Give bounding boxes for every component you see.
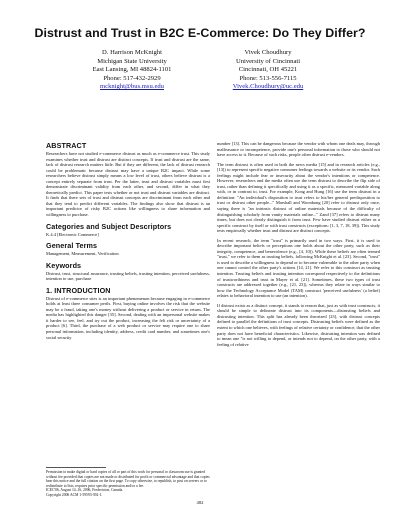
author-block-2 <box>203 49 333 92</box>
author-email-link[interactable]: Vivek.Choudhury@uc.edu <box>232 83 304 91</box>
general-terms-heading: General Terms <box>46 241 98 251</box>
author-name: D. Harrison McKnight <box>102 49 162 56</box>
conference-line: ICEC'06, August 14–16, 2006, Fredericton, Canada. <box>46 488 124 493</box>
copyright-line: Copyright 2006 ACM 1-59593-392-1. <box>46 492 103 497</box>
introduction-text: Distrust of e-commerce sites is an important phenomenon because engaging in e-commerce holds at least three consumer perils. First, buying online involves the risk that the website may be a fraud, taking one's money without delivering a product or service in return. The media has highlighted this danger [35]. Second, dealing with an impersonal website makes it harder to see, feel, and try out the product, increasing the felt risk or uncertainty of a product [6]. Third, the purchase of a web product or service may require one to share personal information, including identity, address, credit card number, and sometimes one's social security <box>46 295 210 340</box>
keywords-text: Distrust, trust, structural assurance, trusting beliefs, trusting intention, perceived usefulness, intention to use, purchase <box>46 270 210 282</box>
categories-text: K.4.4 [Electronic Commerce] <box>46 231 99 237</box>
paper-title: Distrust and Trust in B2C E-Commerce: Do They Differ? <box>34 26 366 40</box>
abstract-text: Researchers have not studied e-commerce distrust as much as e-commerce trust. This study examines whether trust and distrust are distinct concepts. If trust and distrust are the same, lack of distrust research matters little. But if they are different, the lack of distrust research could be problematic because distrust may have a unique B2C impact. While some researchers believe distrust simply means a low level of trust, others believe distrust is a concept entirely separate from trust. Per the latter, trust and distrust variables must first demonstrate discriminant validity from each other, and second, differ in what they theoretically predict. This paper tests whether or not trust and distrust variables are distinct. It finds that there sets of trust and distrust concepts are discriminant from each other and that they tend to predict different variables. The findings also show that distrust is an important predictor of risky B2C actions like willingness to share information and willingness to purchase. <box>46 151 210 218</box>
author-name: Vivek Choudhury <box>244 49 292 56</box>
body-paragraph: If distrust exists as a distinct concept, it stands to reason that, just as with trust constructs, it should be simple to delineate distrust into its components—distrusting beliefs and distrusting intention. This split has already been theorized [23], with distrust concepts defined to parallel the definitions of trust concepts. Distrusting beliefs were defined as the extent to which one believes, with feelings of relative certainty or confidence, that the other party does not have beneficial characteristics. Likewise, distrusting intention was defined to mean one "is not willing to depend, or intends not to depend, on the other party, with a feeling of relative <box>217 302 380 347</box>
author-phone: Phone: 513-556-7115 <box>239 74 297 82</box>
keywords-heading: Keywords <box>46 260 82 270</box>
body-paragraph: The term distrust is often used in both the news media [15] and in research articles (e.g., [13]) to represent specific negative consumer feelings towards a website or its vendor. Such feelings might include fear or insecurity about the vendor's intentions or competence. However, researchers and the media often use the term distrust to describe the flip side of trust, rather than defining it specifically and using it as a specific, measured variable along with, or in contrast to, trust. For example, Kong and Hung [16] use the term distrust in a definition: "An individual's disposition to trust refers to his/her general predisposition to trust or distrust other people..." Marshall and Woonbong [20] refer to distrust only once, saying there is "an intrinsic distrust of online materials because of the difficulty of distinguishing scholarly from vanity materials online..." Zand [37] refers to distrust many times, but does not clearly distinguish it from trust. Few have studied distrust either as a specific construct by itself or with trust constructs (exceptions: [1, 3, 7, 18, 39]). This study tests empirically whether trust and distrust are distinct concepts. <box>217 161 380 234</box>
author-block-1 <box>67 49 197 92</box>
author-phone: Phone: 517-432-2929 <box>103 74 161 82</box>
right-column <box>217 141 380 347</box>
author-address: Cincinnati, OH 45221 <box>238 66 298 74</box>
page-number: 482 <box>196 500 204 505</box>
left-column <box>46 141 210 340</box>
body-paragraph: In recent research, the term "trust" is primarily used in two ways. First, it is used to describe important beliefs or perceptions one holds about the other party, such as their integrity, competence, and benevolence (e.g., [4, 10]). While these beliefs are often termed "trust," we refer to them as trusting beliefs, following McKnight et al. [23]. Second, "trust" is used to describe a willingness to depend or to become vulnerable to the other party when one cannot control the other party's actions [14, 21]. We refer to this construct as trusting intention. Trusting beliefs and trusting intention correspond respectively to the definitions of trustworthiness and trust in Mayer et al. [21]. Sometimes, these two types of trust constructs are addressed together (e.g., [21, 23]), whereas they relate in ways similar to how the Technology Acceptance Model (TAM) construct 'perceived usefulness' (a belief) relates to behavioral intention to use (an intention). <box>217 237 380 299</box>
author-affiliation: University of Cincinnati <box>235 57 301 65</box>
categories-heading: Categories and Subject Descriptors <box>46 221 172 231</box>
author-email-link[interactable]: mcknight@bus.msu.edu <box>100 83 164 91</box>
body-paragraph: number [13]. This can be dangerous because the vendor with whom one deals may, through malfeasance or incompetence, provide one's personal information to those who should not have access to it. Because of such risks, people often distrust e-vendors. <box>217 141 380 158</box>
permission-footnote <box>46 467 210 498</box>
general-terms-text: Management, Measurement, Verification <box>46 251 119 257</box>
introduction-heading: 1. INTRODUCTION <box>46 285 111 295</box>
author-address: East Lansing, MI 48824-1101 <box>92 66 172 74</box>
author-affiliation: Michigan State University <box>97 57 167 65</box>
abstract-heading: ABSTRACT <box>46 141 87 150</box>
permission-text: Permission to make digital or hard copies of all or part of this work for personal or classroom use is granted without fee provided that copies are not made or distributed for profit or commercial advantage and that copies bear this notice and the full citation on the first page. To copy otherwise, to republish, to post on servers or to redistribute to lists, requires prior specific permission and/or a fee. <box>46 470 210 488</box>
footnote-rule <box>46 467 106 468</box>
